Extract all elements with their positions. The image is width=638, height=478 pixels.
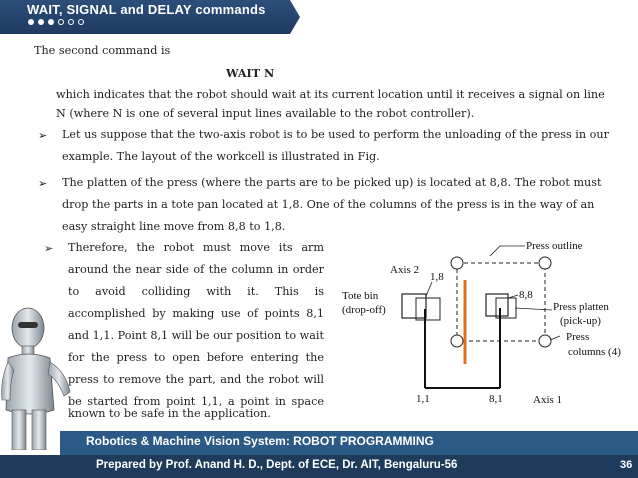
bullet3-line: Therefore, the robot must move its arm — [68, 241, 324, 254]
label-axis1: Axis 1 — [533, 394, 563, 406]
gripper-box-1-8 — [416, 298, 440, 320]
bullet2-line2: drop the parts in a tote pan located at 1,8. One of the columns of the press is in the way of an — [62, 198, 595, 211]
bullet-arrow-icon: ➢ — [38, 129, 48, 142]
bullet3-line: press to remove the part, and the robot will — [68, 373, 324, 386]
intro-text: The second command is — [34, 44, 171, 57]
press-column-shape — [539, 257, 551, 269]
leader-line — [490, 246, 525, 256]
explain-line-1: which indicates that the robot should wait at its current location until it receives a signal on line — [56, 88, 605, 101]
press-platten-shape — [486, 294, 508, 316]
bullet3-line: known to be safe in the application. — [68, 407, 271, 420]
prepared-by: Prepared by Prof. Anand H. D., Dept. of ECE, Dr. AIT, Bengaluru-56 — [96, 459, 458, 471]
label-tote-bin: Tote bin — [342, 290, 379, 302]
workcell-diagram — [340, 236, 635, 411]
label-press: Press — [566, 331, 590, 343]
bullet3-line: for the press to open before entering the — [68, 351, 324, 364]
bullet3-line: around the near side of the column in order — [68, 263, 324, 276]
bullet2-line1: The platten of the press (where the parts are to be picked up) is located at 8,8. The robot must — [62, 176, 602, 189]
slide-title: WAIT, SIGNAL and DELAY commands — [27, 2, 266, 17]
leader-line — [550, 336, 560, 340]
dot-filled — [48, 19, 54, 25]
course-title: Robotics & Machine Vision System: ROBOT PROGRAMMING — [86, 434, 434, 448]
press-column-shape — [451, 335, 463, 347]
dot-filled — [38, 19, 44, 25]
press-column-shape — [451, 257, 463, 269]
dot-filled — [28, 19, 34, 25]
press-column-shape — [539, 335, 551, 347]
bullet1-line1: Let us suppose that the two-axis robot is to be used to perform the unloading of the press in our — [62, 128, 609, 141]
bullet3-line: and 1,1. Point 8,1 will be our position to wait — [68, 329, 324, 342]
course-banner — [60, 431, 638, 455]
explain-line-2: N (where N is one of several input lines available to the robot controller). — [56, 107, 475, 120]
bullet-arrow-icon: ➢ — [38, 177, 48, 190]
label-pick-up: (pick-up) — [560, 315, 601, 327]
bullet1-line2: example. The layout of the workcell is illustrated in Fig. — [62, 150, 380, 163]
progress-dots — [28, 19, 84, 25]
bullet-arrow-icon: ➢ — [44, 242, 54, 255]
leader-line — [515, 308, 552, 310]
label-drop-off: (drop-off) — [342, 304, 386, 316]
leader-line — [426, 282, 432, 296]
label-8-8: 8,8 — [519, 289, 533, 301]
label-1-8: 1,8 — [430, 271, 444, 283]
command-text: WAIT N — [226, 66, 275, 80]
dot-empty — [78, 19, 84, 25]
bullet3-line: accomplished by making use of points 8,1 — [68, 307, 324, 320]
label-1-1: 1,1 — [416, 393, 430, 405]
bullet2-line3: easy straight line move from 8,8 to 1,8. — [62, 220, 286, 233]
label-columns: columns (4) — [568, 346, 621, 358]
label-press-outline: Press outline — [526, 240, 583, 252]
page-number: 36 — [620, 459, 633, 471]
bullet3-line: be started from point 1,1, a point in space — [68, 395, 324, 408]
bullet3-line: to avoid colliding with it. This is — [68, 285, 324, 298]
label-press-platten: Press platten — [553, 301, 609, 313]
prepared-banner — [0, 455, 638, 478]
dot-empty — [58, 19, 64, 25]
robot-illustration — [0, 300, 80, 450]
dot-empty — [68, 19, 74, 25]
label-axis2: Axis 2 — [390, 264, 420, 276]
label-8-1: 8,1 — [489, 393, 503, 405]
